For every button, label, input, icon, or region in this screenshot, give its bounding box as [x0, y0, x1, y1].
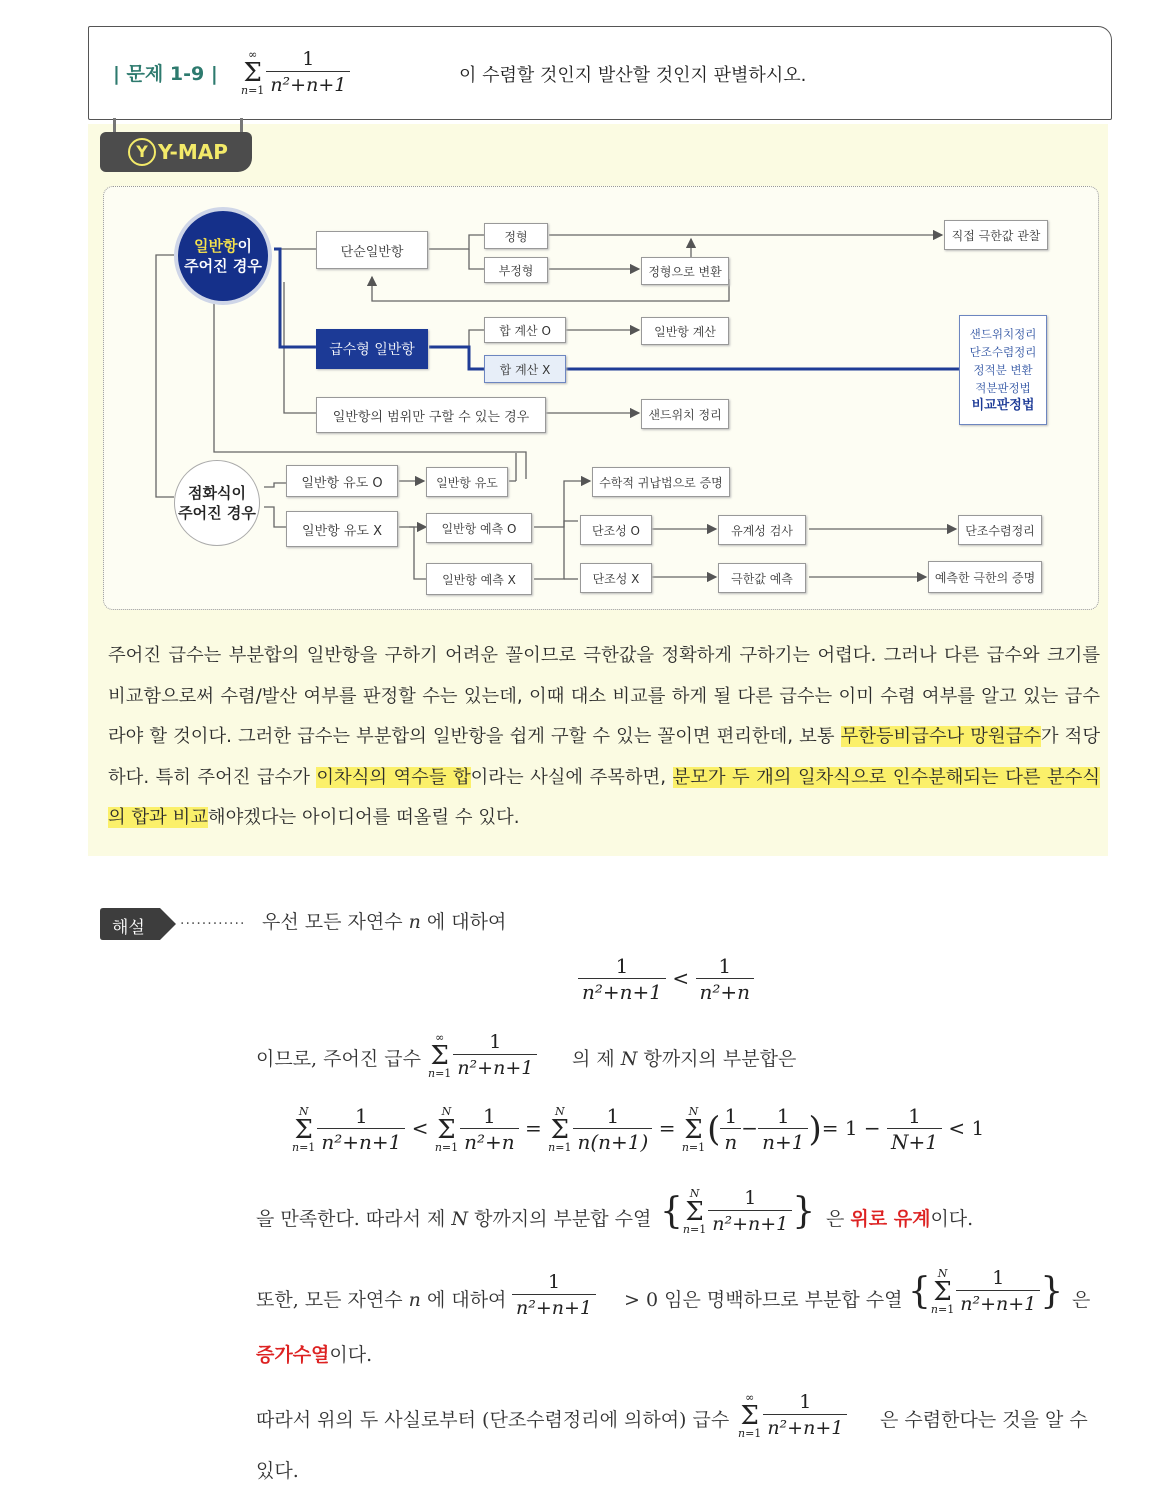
general-term-given-node: 일반항이 주어진 경우: [174, 207, 272, 305]
solution-dots: ............: [180, 912, 246, 928]
ymap-tab: Y Y-MAP: [100, 132, 252, 172]
prove-limit-node: 예측한 극한의 증명: [928, 561, 1042, 593]
solution-line-7: 따라서 위의 두 사실로부터 (단조수렴정리에 의하여) 급수: [256, 1409, 730, 1431]
induction-node: 수학적 귀납법으로 증명: [592, 467, 730, 497]
solution-line-1: 우선 모든 자연수 n 에 대하여: [262, 911, 507, 933]
predict-x-node: 일반항 예측 X: [426, 563, 532, 595]
solution-line-6: 증가수열이다.: [256, 1344, 373, 1366]
positive-term-formula: $\frac{1}{\text{n²+n+1}}$: [512, 1270, 596, 1321]
problem-label: | 문제 1-9 |: [113, 63, 218, 85]
series-formula-2: ∞ Σ n=1 $\frac{1}{\text{n²+n+1}}$: [428, 1030, 537, 1081]
direct-limit-node: 직접 극한값 관찰: [944, 220, 1048, 250]
solution-line-5b: > 0 임은 명백하므로 부분합 수열: [624, 1289, 903, 1311]
to-definite-node: 정형으로 변환: [641, 257, 729, 285]
solution-line-2b: 의 제 N 항까지의 부분합은: [572, 1048, 797, 1070]
derive-o-node: 일반항 유도 O: [286, 465, 398, 497]
inequality-1: $\frac{1}{\text{n²+n+1}}$ < $\frac{1}{\text{n²+n}}$: [578, 954, 754, 1005]
solution-line-7b: 은 수렴한다는 것을 알 수: [880, 1409, 1088, 1431]
definite-node: 정형: [484, 223, 548, 249]
mono-o-node: 단조성 O: [580, 515, 652, 545]
sandwich-node: 샌드위치 정리: [641, 399, 729, 429]
flow-diagram: [103, 186, 1099, 610]
derive-x-node: 일반항 유도 X: [286, 511, 398, 547]
predict-o-node: 일반항 예측 O: [426, 513, 532, 543]
series-general-node: 급수형 일반항: [316, 329, 428, 369]
solution-line-8: 있다.: [256, 1460, 299, 1482]
indefinite-node: 부정형: [484, 257, 548, 283]
solution-tag: 해설: [100, 908, 178, 940]
ymap-explanation: 주어진 급수는 부분합의 일반항을 구하기 어려운 꼴이므로 극한값을 정확하게 구하기는 어렵다. 그러나 다른 급수와 크기를 비교함으로써 수렴/발산 여부를 판정할 수는 있는데, 이때 대소 비교를 하게 될 다른 급수는 이미 수렴 여부를 알고 있는 급수라야 할 것이다. 그러한 급수는 부분합의 일반항을 쉽게 구할 수 있는 꼴이면 편리한데, 보통 무한등비급수나 망원급수가 적당하다. 특히 주어진 급수가 이차식의 역수들 합이라는 사실에 주목하면, 분모가 두 개의 일차식으로 인수분해되는 다른 분수식의 합과 비교해야겠다는 아이디어를 떠올릴 수 있다.: [108, 645, 1100, 828]
partial-sum-sequence-1: { N Σ n=1 $\frac{1}{\text{n²+n+1}}$ }: [660, 1186, 816, 1236]
limit-predict-node: 극한값 예측: [718, 563, 806, 593]
problem-series-formula: ∞ Σ n=1 $\frac{1}{\text{n²+n+1}}$: [241, 47, 350, 98]
recurrence-given-node: 점화식이 주어진 경우: [174, 460, 260, 546]
y-logo-icon: Y: [128, 138, 156, 166]
sum-calc-o-node: 합 계산 O: [484, 317, 566, 343]
partial-sum-sequence-2: { N Σ n=1 $\frac{1}{\text{n²+n+1}}$ }: [908, 1266, 1064, 1316]
bounded-check-node: 유계성 검사: [718, 515, 806, 545]
methods-node: 샌드위치정리 단조수렴정리 정적분 변환 적분판정법 비교판정법: [959, 315, 1047, 425]
derive-general-node: 일반항 유도: [426, 467, 508, 497]
mono-conv-node: 단조수렴정리: [958, 515, 1042, 545]
simple-general-node: 단순일반항: [316, 231, 428, 269]
calc-general-node: 일반항 계산: [641, 317, 729, 345]
mono-x-node: 단조성 X: [580, 563, 652, 593]
range-only-node: 일반항의 범위만 구할 수 있는 경우: [316, 397, 546, 433]
solution-line-5c: 은: [1072, 1289, 1091, 1311]
solution-line-4b: 은 위로 유계이다.: [826, 1208, 974, 1230]
problem-box: [88, 26, 1112, 120]
solution-line-2: 이므로, 주어진 급수: [256, 1048, 421, 1070]
partial-sum-chain: N Σ n=1 $\frac{1}{\text{n²+n+1}}$ < N Σ n=1 $\frac{1}{\text{n²+n}}$ = N Σ n=1 $\frac{1}{n(n+1)}$ = N Σ n=1( $\frac{1}{n}$ − $\frac{1}{n+1}$ )= 1 − $\frac{1}{N+1}$ < 1: [292, 1104, 985, 1154]
series-formula-3: ∞ Σ n=1 $\frac{1}{\text{n²+n+1}}$: [738, 1390, 847, 1441]
sum-calc-x-node: 합 계산 X: [484, 355, 566, 383]
solution-line-5: 또한, 모든 자연수 n 에 대하여: [256, 1289, 507, 1311]
problem-statement: 이 수렴할 것인지 발산할 것인지 판별하시오.: [459, 65, 807, 86]
solution-line-4: 을 만족한다. 따라서 제 N 항까지의 부분합 수열: [256, 1208, 652, 1230]
